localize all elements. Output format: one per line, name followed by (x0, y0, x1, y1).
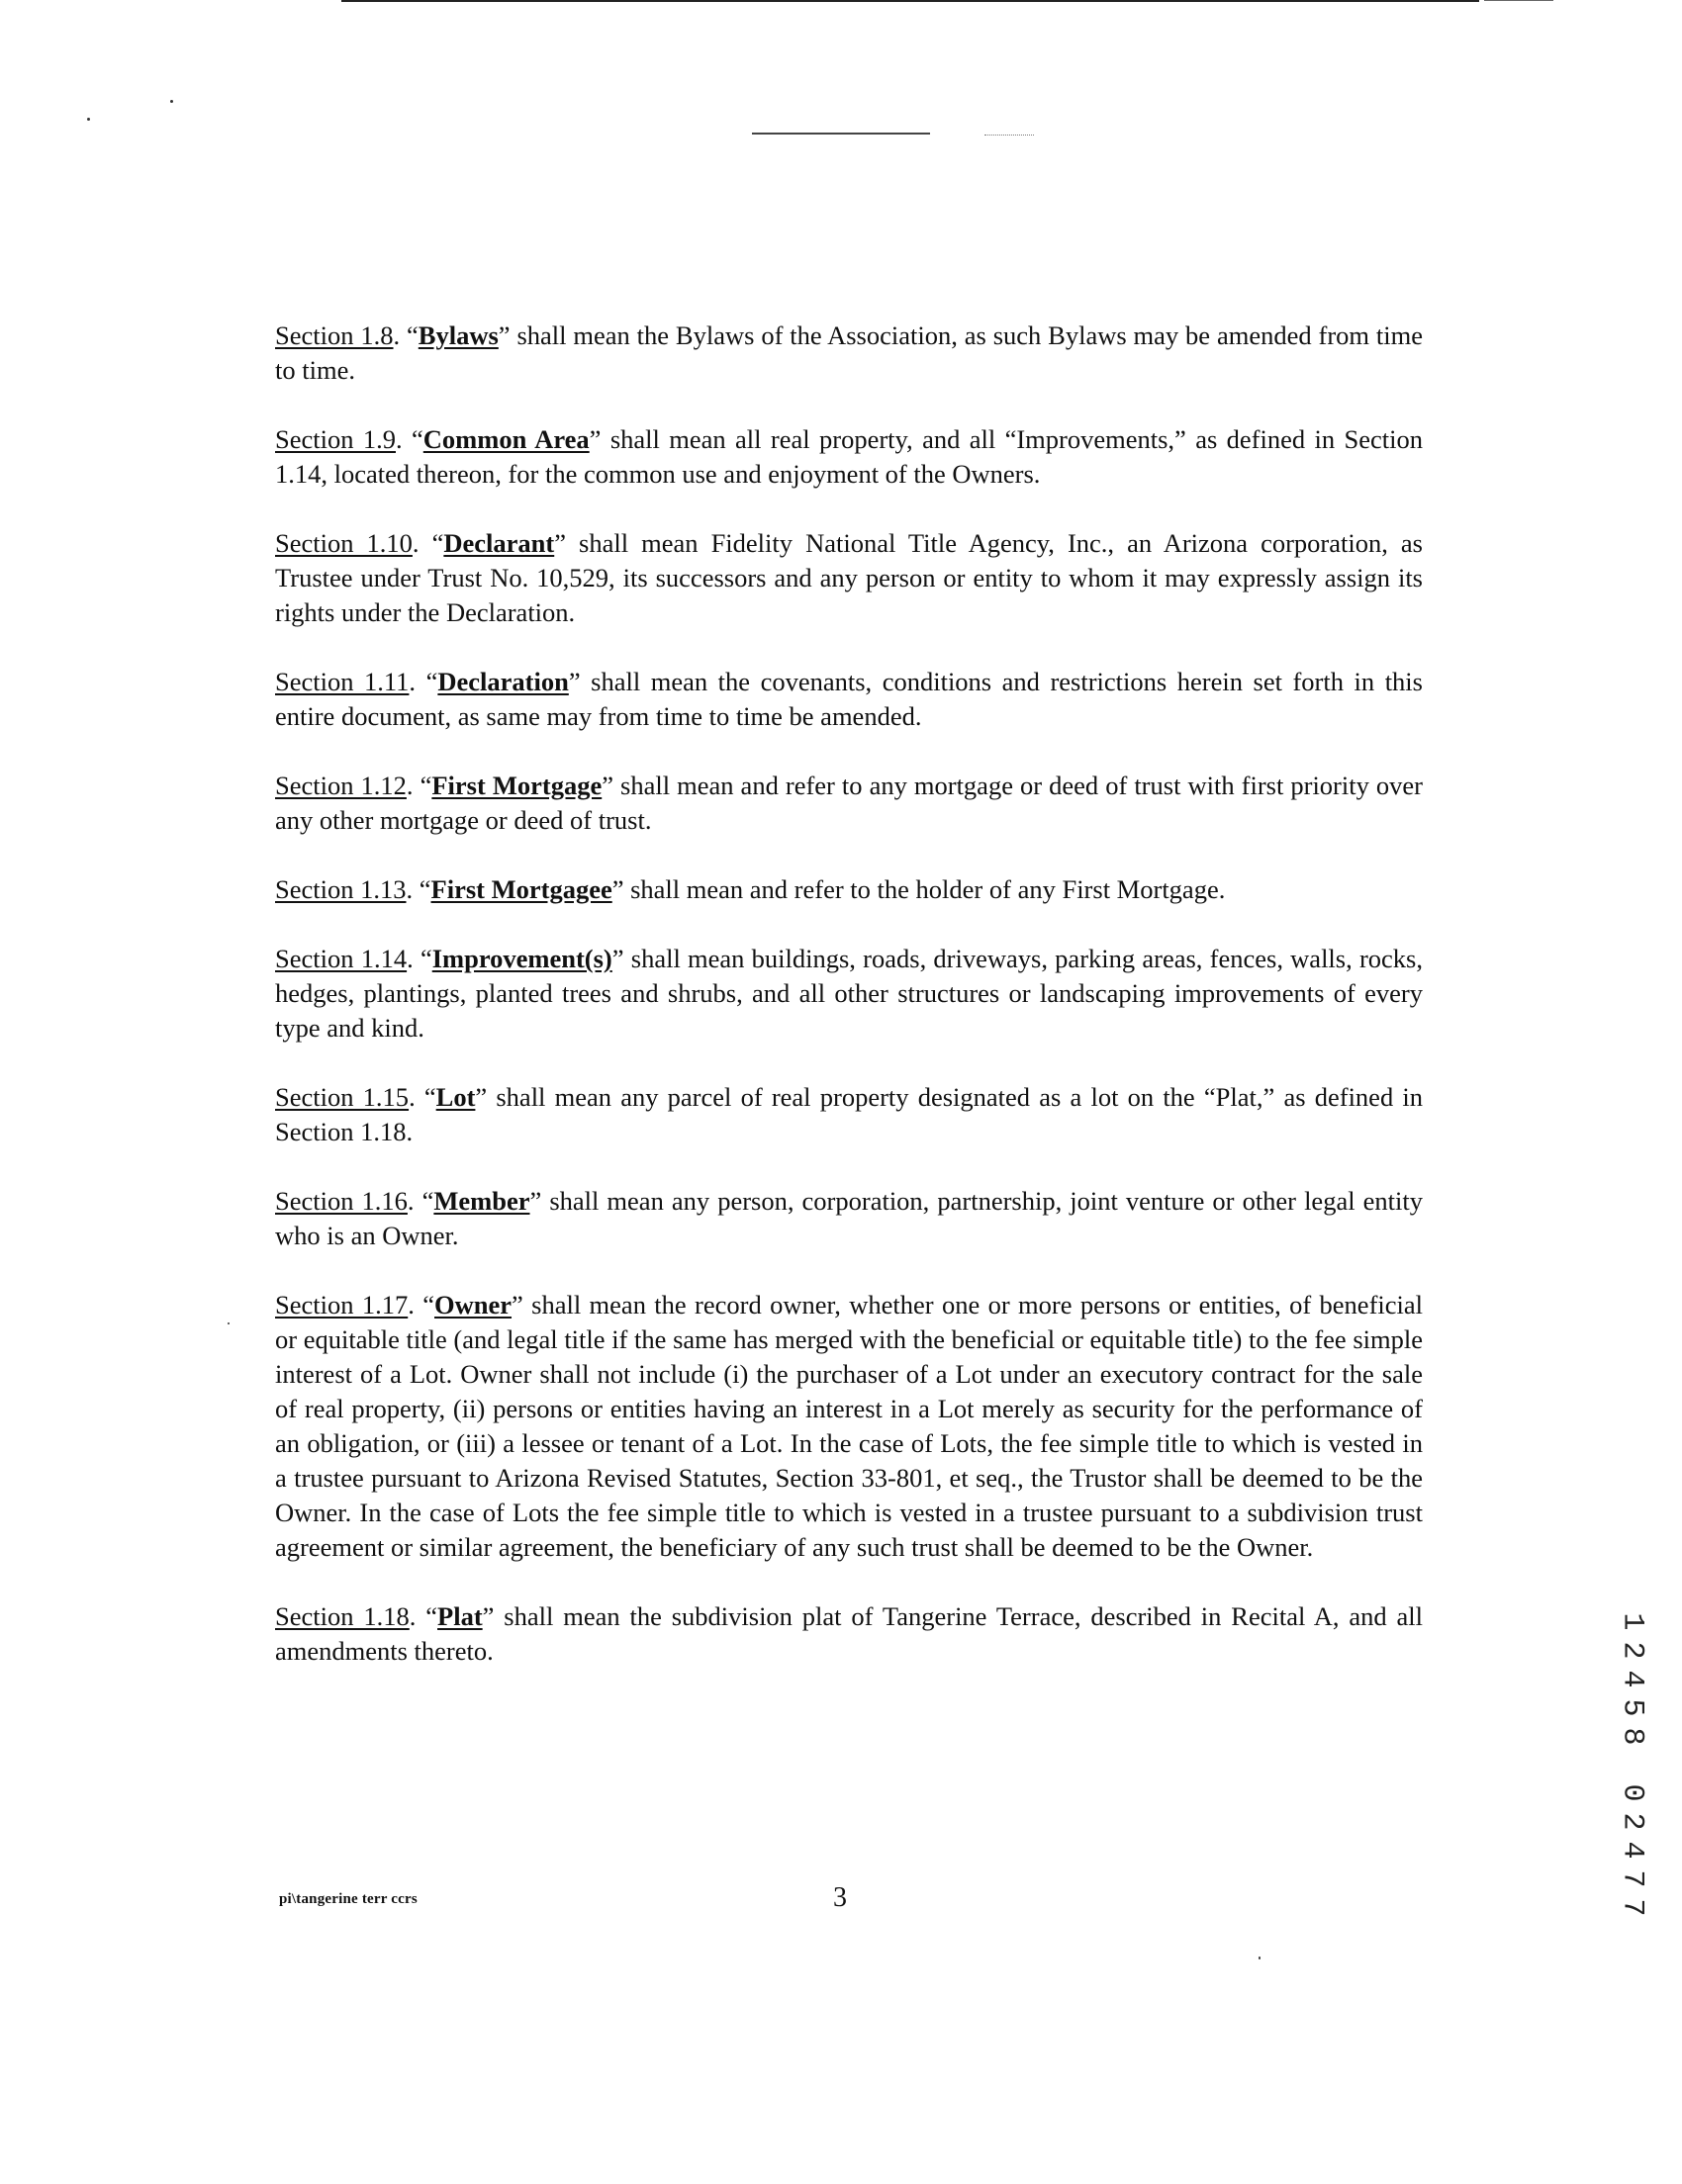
section-1-17: Section 1.17. “Owner” shall mean the record owner, whether one or more persons or entities, of beneficial or equitable title (and legal title if the same has merged with the beneficial or equitable title) to the fee simple interest of a Lot. Owner shall not include (i) the purchaser of a Lot under an executory contract for the sale of real property, (ii) persons or entities having an interest in a Lot merely as security for the performance of an obligation, or (iii) a lessee or tenant of a Lot. In the case of Lots, the fee simple title to which is vested in a trustee pursuant to Arizona Revised Statutes, Section 33-801, et seq., the Trustor shall be deemed to be the Owner. In the case of Lots the fee simple title to which is vested in a trustee pursuant to a subdivision trust agreement or similar agreement, the beneficiary of any such trust shall be deemed to be the Owner. (275, 1290, 1424, 1562)
section-text: shall mean any parcel of real property designated as a lot on the “Plat,” as defined in Section 1.18. (275, 1082, 1423, 1146)
section-text: shall mean Fidelity National Title Agency, Inc., an Arizona corporation, as Trustee under Trust No. 10,529, its successors and any person or entity to whom it may expressly assign its rights under the Declaration. (275, 528, 1423, 627)
section-label: Section 1.9 (275, 424, 396, 454)
section-1-18: Section 1.18. “Plat” shall mean the subdivision plat of Tangerine Terrace, described in Recital A, and all amendments thereto. (275, 1601, 1423, 1666)
section-text: shall mean the Bylaws of the Association, as such Bylaws may be amended from time to time. (275, 320, 1424, 385)
section-1-11: Section 1.11. “Declaration” shall mean the covenants, conditions and restrictions herein set forth in this entire document, as same may from time to time be amended. (275, 667, 1423, 731)
scan-top-border-fragment (1484, 0, 1553, 1)
stamp-digit: 4 (1615, 1841, 1649, 1860)
stamp-digit: 0 (1615, 1783, 1649, 1802)
section-text: shall mean buildings, roads, driveways, parking areas, fences, walls, rocks, hedges, plantings, planted trees and shrubs, and all other structures or landscaping improvements of every type and kind. (275, 944, 1423, 1043)
section-1-12: Section 1.12. “First Mortgage” shall mean and refer to any mortgage or deed of trust with first priority over any other mortgage or deed of trust. (275, 771, 1423, 835)
section-label: Section 1.8 (275, 320, 394, 350)
stamp-digit: 1 (1615, 1612, 1649, 1631)
defined-term: Common Area (422, 424, 590, 454)
section-1-13: Section 1.13. “First Mortgagee” shall mean and refer to the holder of any First Mortgage. (275, 874, 1226, 904)
section-text: shall mean and refer to the holder of any First Mortgage. (623, 874, 1226, 904)
defined-term: Improvement(s) (431, 944, 612, 973)
section-label: Section 1.17 (275, 1290, 409, 1320)
section-label: Section 1.16 (275, 1186, 408, 1216)
scan-speck (228, 1322, 230, 1324)
recording-number-stamp (1615, 1607, 1648, 1922)
stamp-digit: 2 (1615, 1641, 1649, 1660)
section-1-10: Section 1.10. “Declarant” shall mean Fidelity National Title Agency, Inc., an Arizona corporation, as Trustee under Trust No. 10,529, its successors and any person or entity to whom it may expressly assign its rights under the Declaration. (275, 528, 1423, 627)
stamp-digit: 7 (1615, 1869, 1649, 1888)
section-text: shall mean the subdivision plat of Tangerine Terrace, described in Recital A, and all amendments thereto. (275, 1601, 1423, 1666)
section-1-8: Section 1.8. “Bylaws” shall mean the Bylaws of the Association, as such Bylaws may be amended from time to time. (275, 320, 1424, 385)
section-text: shall mean the record owner, whether one or more persons or entities, of beneficial or equitable title (and legal title if the same has merged with the beneficial or equitable title) to the fee simple interest of a Lot. Owner shall not include (i) the purchaser of a Lot under an executory contract for the sale of real property, (ii) persons or entities having an interest in a Lot merely as security for the performance of an obligation, or (iii) a lessee or tenant of a Lot. In the case of Lots, the fee simple title to which is vested in a trustee pursuant to Arizona Revised Statutes, Section 33-801, et seq., the Trustor shall be deemed to be the Owner. In the case of Lots the fee simple title to which is vested in a trustee pursuant to a subdivision trust agreement or similar agreement, the beneficiary of any such trust shall be deemed to be the Owner. (275, 1290, 1424, 1562)
section-label: Section 1.14 (275, 944, 408, 973)
document-body (275, 318, 1423, 1669)
section-label: Section 1.12 (275, 771, 407, 800)
section-1-9: Section 1.9. “Common Area” shall mean all real property, and all “Improvements,” as defined in Section 1.14, located thereon, for the common use and enjoyment of the Owners. (275, 424, 1423, 489)
header-rule (752, 133, 930, 135)
defined-term: First Mortgagee (430, 874, 612, 904)
section-1-14: Section 1.14. “Improvement(s)” shall mean buildings, roads, driveways, parking areas, fences, walls, rocks, hedges, plantings, planted trees and shrubs, and all other structures or landscaping improvements of every type and kind. (275, 944, 1423, 1043)
stamp-digit: 7 (1615, 1898, 1649, 1917)
defined-term: Declaration (437, 667, 569, 696)
page-number: 3 (833, 1882, 847, 1913)
scan-speck (170, 100, 173, 103)
section-1-15: Section 1.15. “Lot” shall mean any parcel of real property designated as a lot on the “Plat,” as defined in Section 1.18. (275, 1082, 1423, 1146)
section-1-16: Section 1.16. “Member” shall mean any person, corporation, partnership, joint venture or other legal entity who is an Owner. (275, 1186, 1423, 1250)
section-label: Section 1.11 (275, 667, 410, 696)
defined-term: Plat (437, 1601, 483, 1631)
section-text: shall mean all real property, and all “Improvements,” as defined in Section 1.14, located thereon, for the common use and enjoyment of the Owners. (275, 424, 1423, 489)
stamp-digit: 2 (1615, 1812, 1649, 1831)
section-text: shall mean any person, corporation, partnership, joint venture or other legal entity who is an Owner. (275, 1186, 1423, 1250)
scan-speck (87, 118, 90, 121)
section-text: shall mean the covenants, conditions and restrictions herein set forth in this entire document, as same may from time to time be amended. (275, 667, 1423, 731)
section-label: Section 1.15 (275, 1082, 410, 1112)
section-label: Section 1.13 (275, 874, 407, 904)
stamp-digit: 5 (1615, 1698, 1649, 1717)
footer-file-reference: pi\tangerine terr ccrs (279, 1891, 418, 1907)
section-text: shall mean and refer to any mortgage or deed of trust with first priority over any other mortgage or deed of trust. (275, 771, 1423, 835)
defined-term: Member (433, 1186, 530, 1216)
defined-term: Declarant (443, 528, 555, 558)
stamp-digit: 4 (1615, 1670, 1649, 1688)
defined-term: Bylaws (418, 320, 499, 350)
defined-term: First Mortgage (431, 771, 603, 800)
scan-top-border (341, 0, 1479, 2)
section-label: Section 1.10 (275, 528, 413, 558)
section-label: Section 1.18 (275, 1601, 410, 1631)
defined-term: Owner (434, 1290, 513, 1320)
defined-term: Lot (435, 1082, 476, 1112)
scan-speck (1259, 1956, 1261, 1959)
stamp-digit: 8 (1615, 1727, 1649, 1746)
header-rule-fragment (984, 135, 1034, 136)
